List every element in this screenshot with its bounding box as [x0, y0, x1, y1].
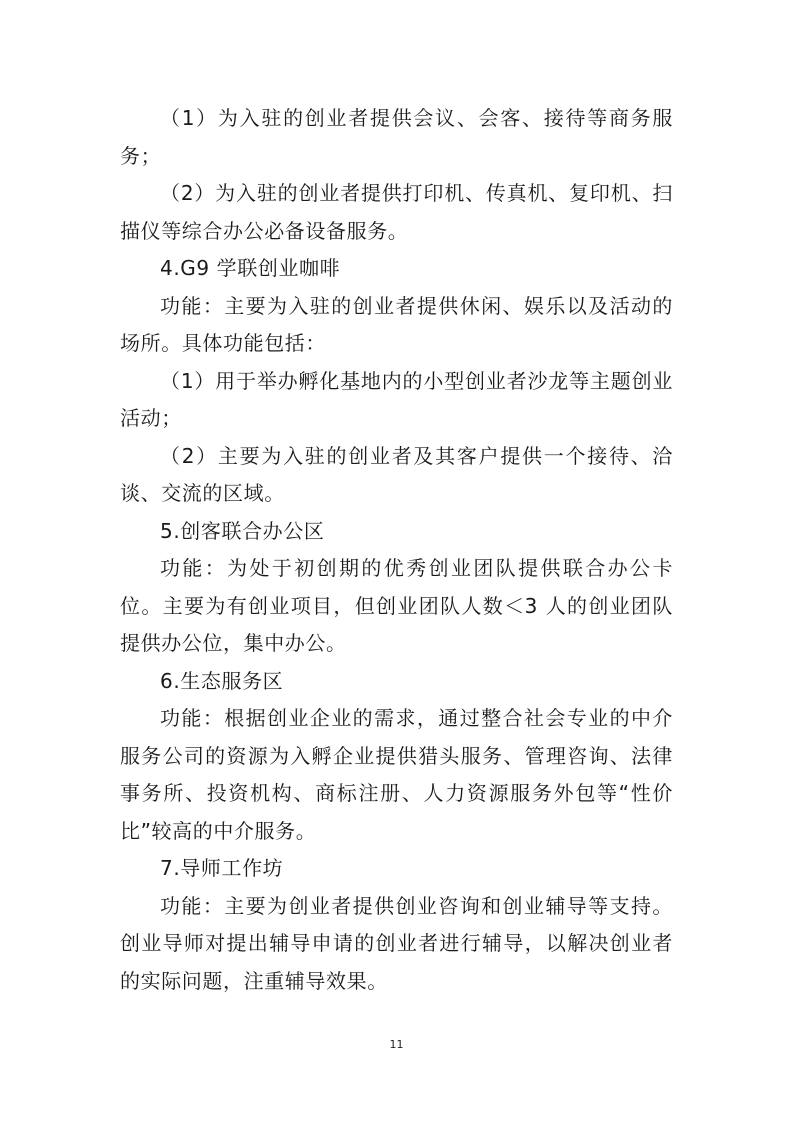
- paragraph-office-equipment: （2）为入驻的创业者提供打印机、传真机、复印机、扫描仪等综合办公必备设备服务。: [120, 181, 673, 243]
- paragraph-eco-services-function: 功能：根据创业企业的需求，通过整合社会专业的中介服务公司的资源为入孵企业提供猎头服务、管理咨询、法律事务所、投资机构、商标注册、人力资源服务外包等“性价比”较高的中介服务。: [120, 706, 673, 843]
- paragraph-reception: （2）主要为入驻的创业者及其客户提供一个接待、洽谈、交流的区域。: [120, 443, 673, 505]
- paragraph-mentor-workshop-function: 功能：主要为创业者提供创业咨询和创业辅导等支持。创业导师对提出辅导申请的创业者进行辅导，以解决创业者的实际问题，注重辅导效果。: [120, 893, 673, 993]
- paragraph-salon: （1）用于举办孵化基地内的小型创业者沙龙等主题创业活动；: [120, 368, 673, 430]
- paragraph-coworking-function: 功能：为处于初创期的优秀创业团队提供联合办公卡位。主要为有创业项目，但创业团队人数＜3 人的创业团队提供办公位，集中办公。: [120, 556, 673, 655]
- section-heading-mentor-workshop: 7.导师工作坊: [160, 856, 284, 880]
- section-heading-cafe: 4.G9 学联创业咖啡: [160, 256, 341, 280]
- paragraph-cafe-function: 功能：主要为入驻的创业者提供休闲、娱乐以及活动的场所。具体功能包括：: [120, 293, 673, 355]
- page-body: [120, 100, 673, 1000]
- section-heading-eco-services: 6.生态服务区: [160, 668, 284, 693]
- section-heading-coworking: 5.创客联合办公区: [160, 518, 325, 543]
- page-number: 11: [389, 1038, 404, 1051]
- paragraph-business-services: （1）为入驻的创业者提供会议、会客、接待等商务服务；: [120, 106, 673, 168]
